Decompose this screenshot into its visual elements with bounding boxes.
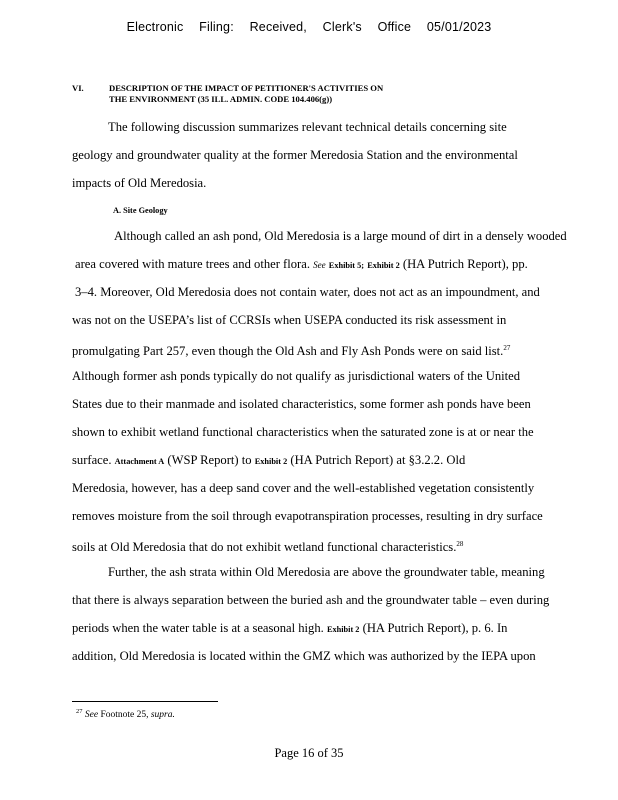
exhibit-reference: Exhibit 2 [367,261,400,270]
header-word: Filing: [199,20,234,34]
paragraph-line: impacts of Old Meredosia. [72,176,207,190]
text-run: surface. [72,453,112,467]
exhibit-reference: Exhibit 2 [254,457,288,466]
footnote-number: 27 [76,708,83,715]
attachment-reference: Attachment A [114,457,165,466]
section-title-line-2: THE ENVIRONMENT (35 ILL. ADMIN. CODE 104.406(g)) [109,94,333,104]
paragraph-line: was not on the USEPA’s list of CCRSIs when USEPA conducted its risk assessment in [72,313,507,327]
paragraph-line: geology and groundwater quality at the former Meredosia Station and the environmental [72,148,518,162]
paragraph-line: addition, Old Meredosia is located within the GMZ which was authorized by the IEPA upon [72,649,536,663]
citation-separator: ; [361,261,365,270]
paragraph-line: removes moisture from the soil through evapotranspiration processes, resulting in dry surface [72,509,543,523]
exhibit-reference: Exhibit 5 [328,261,362,270]
header-word: Received, [249,20,307,34]
header-word: Office [377,20,412,34]
footnote-marker[interactable]: 28 [456,540,464,548]
paragraph-line: The following discussion summarizes relevant technical details concerning site [108,120,507,134]
footnote-supra: supra. [150,710,175,721]
paragraph-line: Further, the ash strata within Old Meredosia are above the groundwater table, meaning [108,565,545,579]
text-run: soils at Old Meredosia that do not exhibit wetland functional characteristics. [72,540,457,555]
text-run: periods when the water table is at a seasonal high. [72,621,324,635]
footnote [76,708,175,720]
paragraph-line: Although called an ash pond, Old Meredosia is a large mound of dirt in a densely wooded [114,229,567,243]
paragraph-line [72,620,550,638]
paragraph-line [75,256,553,274]
footnote-signal: See [84,710,99,721]
exhibit-reference: Exhibit 2 [326,625,360,634]
header-word: Electronic [126,20,184,34]
text-run: (WSP Report) to [167,453,252,467]
section-number: VI. [72,83,84,93]
paragraph-line [72,536,550,555]
footnote-marker[interactable]: 27 [503,344,511,352]
filing-header [0,20,618,34]
footnote-text: Footnote 25, [100,710,149,721]
paragraph-line: shown to exhibit wetland functional characteristics when the saturated zone is at or near the [72,425,534,439]
citation-signal: See [313,260,326,270]
footnote-divider [72,701,218,702]
paragraph-line: Although former ash ponds typically do not qualify as jurisdictional waters of the United [72,369,521,383]
subsection-heading: A. Site Geology [113,206,168,215]
text-run: (HA Putrich Report), p. 6. In [362,621,508,635]
paragraph-line: that there is always separation between the buried ash and the groundwater table – even during [72,593,550,607]
text-run: area covered with mature trees and other flora. [75,257,310,271]
header-date: 05/01/2023 [426,20,492,34]
paragraph-line: Meredosia, however, has a deep sand cover and the well-established vegetation consistently [72,481,535,495]
paragraph-line: 3–4. Moreover, Old Meredosia does not contain water, does not act as an impoundment, and [75,285,540,299]
paragraph-line: States due to their manmade and isolated characteristics, some former ash ponds have been [72,397,531,411]
page-number: Page 16 of 35 [274,746,344,760]
paragraph-line [72,452,550,470]
text-run: (HA Putrich Report) at §3.2.2. Old [290,453,466,467]
text-run: promulgating Part 257, even though the Old Ash and Fly Ash Ponds were on said list. [72,344,504,359]
section-title-line-1: DESCRIPTION OF THE IMPACT OF PETITIONER'S ACTIVITIES ON [109,83,384,93]
paragraph-line [72,340,550,359]
text-run: (HA Putrich Report), pp. [402,257,528,271]
header-word: Clerk's [322,20,362,34]
